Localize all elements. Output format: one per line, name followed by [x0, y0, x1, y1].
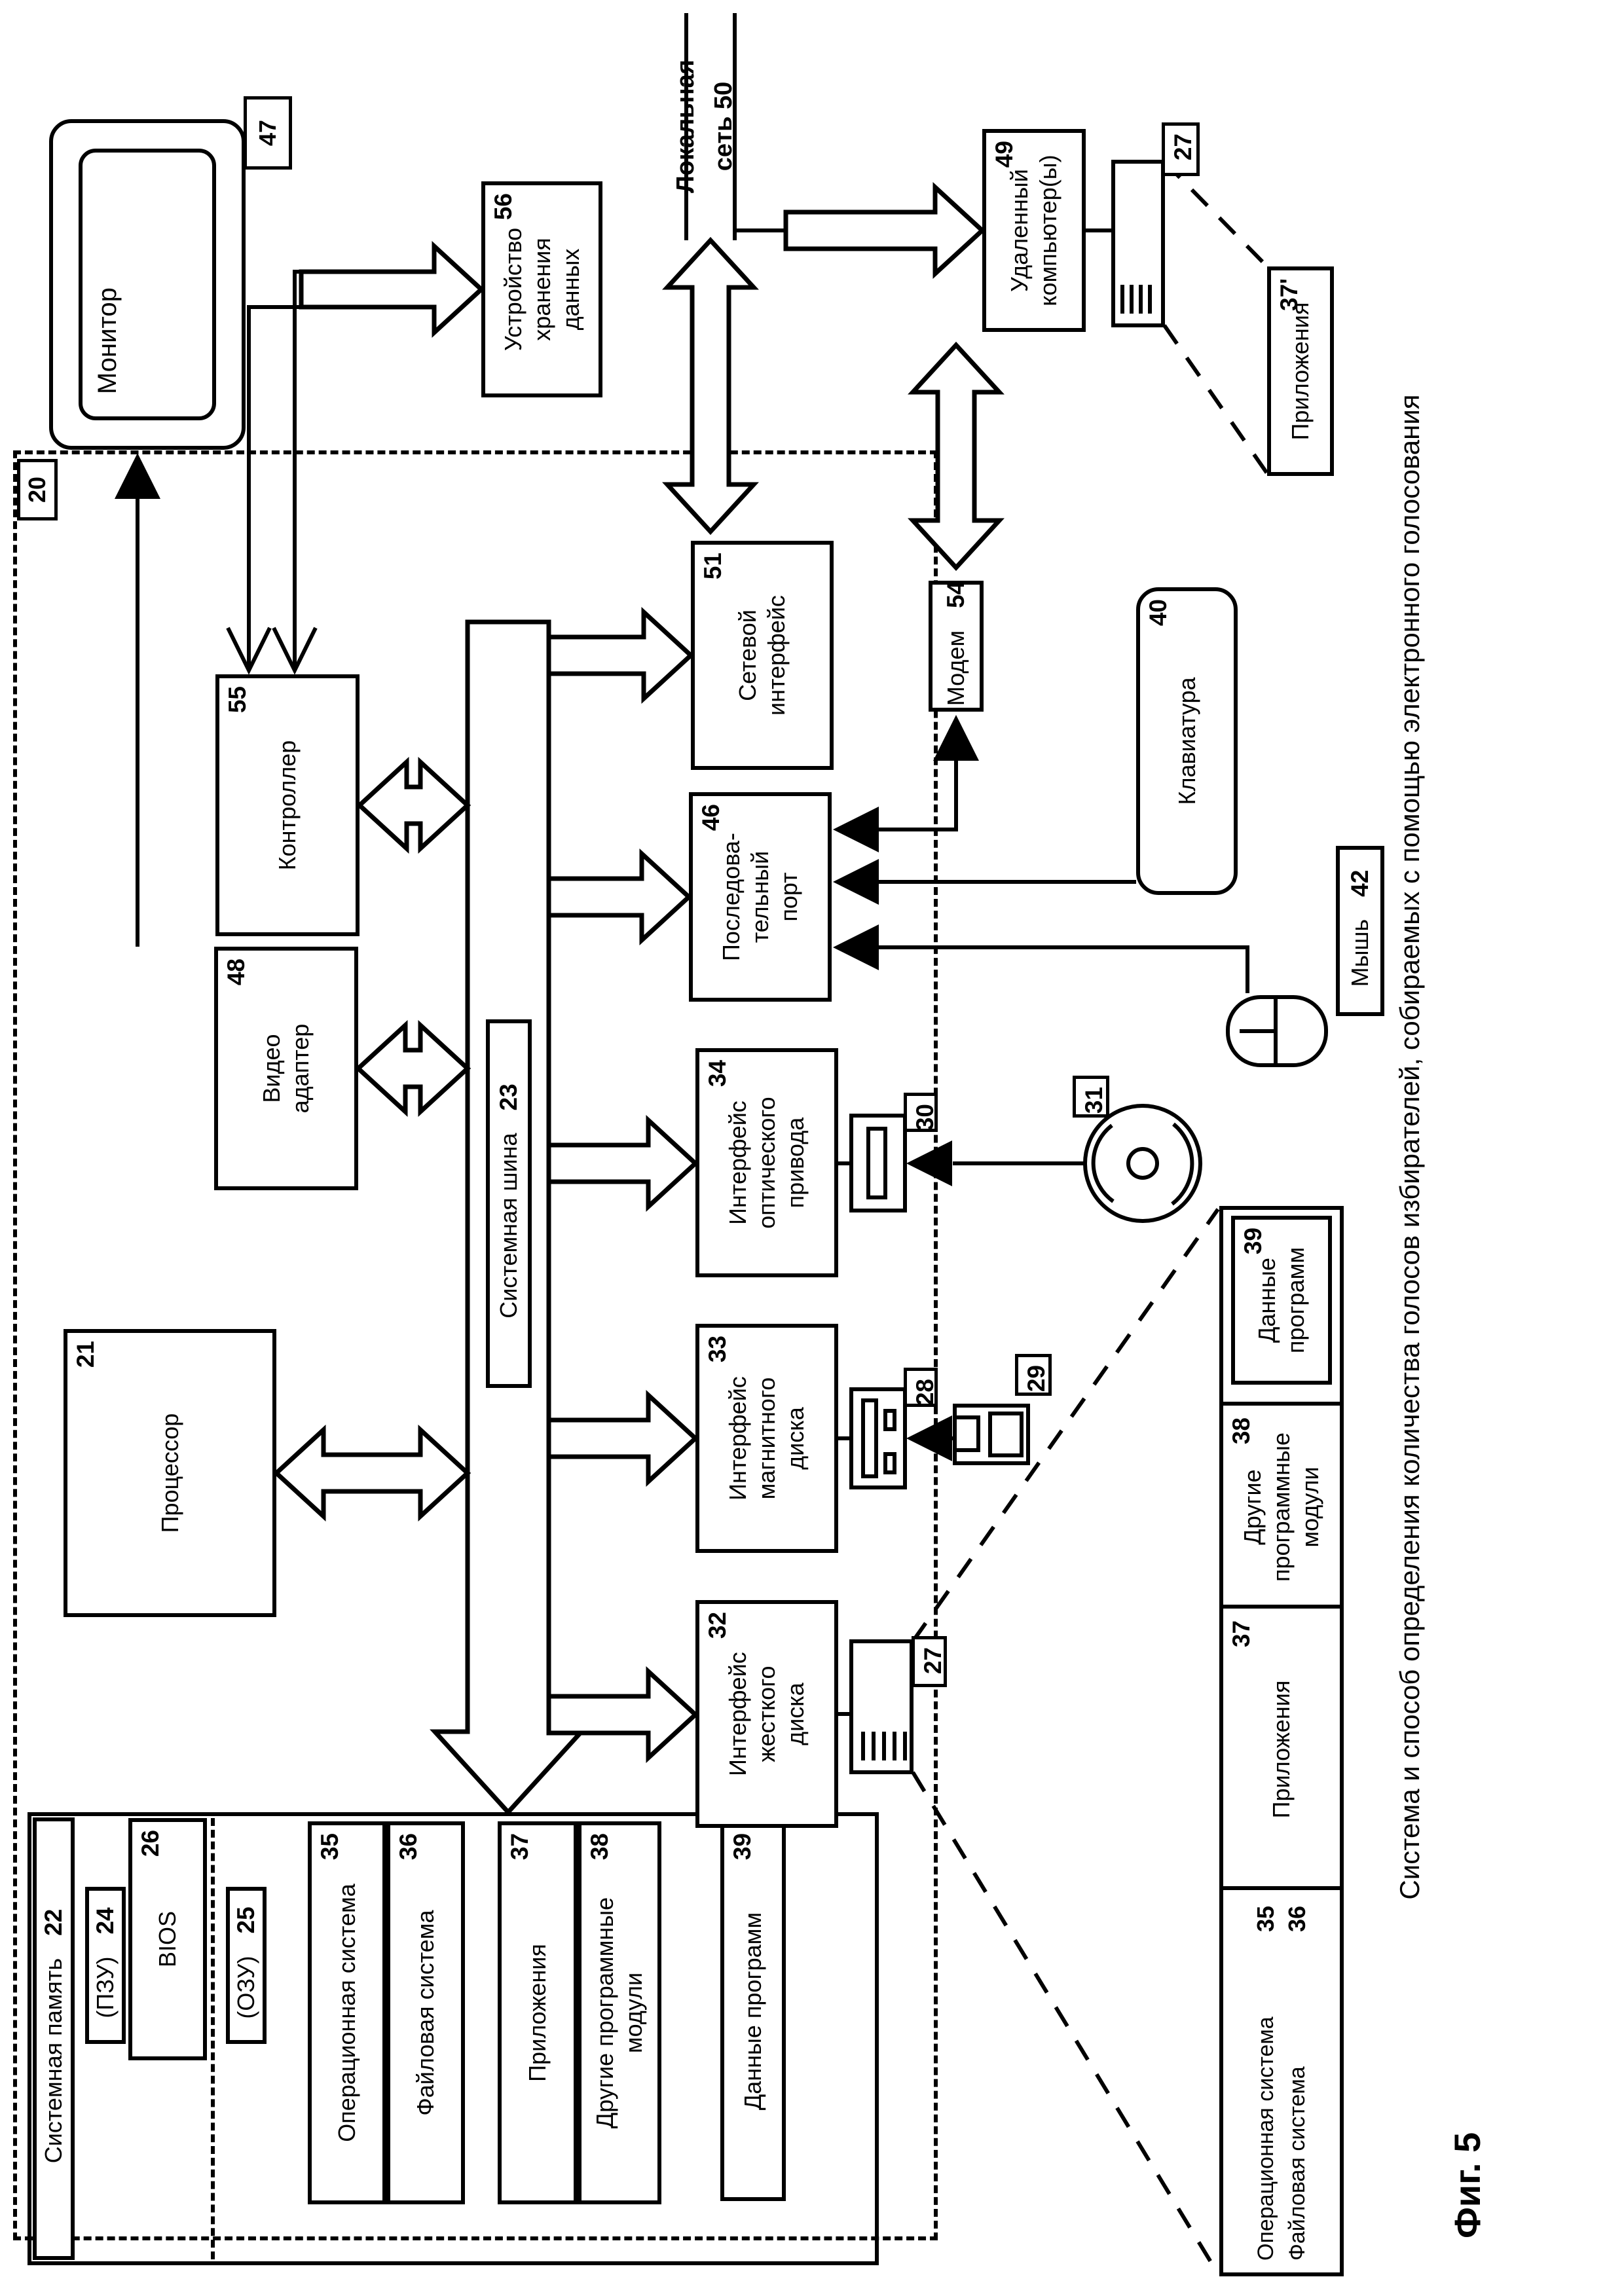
hdd-contents-os-fs-cell [1223, 1894, 1340, 2272]
ref-28-label-num: 28 [912, 1379, 938, 1406]
network-interface-box [691, 541, 834, 770]
hdd-fs-num: 36 [1283, 1906, 1310, 1933]
optical-interface-box-line-2: привода [782, 1117, 809, 1209]
patent-title-text: Система и способ определения количества голосов избирателей, собираемых с помощью электронного голосования [1394, 394, 1425, 1900]
ref-27-remote-label-num: 27 [1170, 134, 1196, 161]
hdd-icon [851, 1641, 912, 1772]
file-system-box-text: Файловая система [412, 1910, 439, 2116]
network-interface-box-line-1: интерфейс [763, 595, 790, 716]
ref-31-label [1073, 1076, 1109, 1118]
hdd-interface-box-line-0: Интерфейс [724, 1652, 751, 1776]
storage-device-box-line-1: хранения [528, 238, 555, 341]
serial-port-box-num: 46 [697, 804, 724, 831]
bios-box [128, 1818, 207, 2060]
floppy-drive-led [885, 1454, 895, 1472]
bus-net-arrow [549, 612, 691, 699]
keyboard-box-text: Клавиатура [1173, 677, 1200, 805]
magnetic-interface-box-num: 33 [704, 1336, 731, 1363]
hdd-modules-cell-num: 38 [1228, 1417, 1255, 1445]
file-system-box [386, 1821, 465, 2204]
program-modules-box-line-1: модули [620, 1972, 647, 2054]
hdd-contents-divider-3 [1219, 1402, 1344, 1406]
hdd-fs-row [1284, 1894, 1310, 2272]
net-lan-arrow [667, 240, 754, 532]
cd-disc-icon [1085, 1106, 1200, 1221]
applications-box [498, 1821, 578, 2204]
processor-box [64, 1329, 276, 1617]
lan-remote-arrow [786, 187, 982, 274]
memory-rom-ram-separator [211, 1818, 215, 2259]
ref-30-label-num: 30 [912, 1104, 938, 1131]
hdd-os-row [1253, 1894, 1279, 2272]
magnetic-interface-box-line-0: Интерфейс [724, 1376, 751, 1501]
hdd-os-label: Операционная система [1253, 2016, 1278, 2261]
keyboard-box-num: 40 [1145, 599, 1172, 627]
remote-applications-box-text: Приложения [1287, 302, 1314, 441]
remote-computer-box-line-0: Удаленный [1006, 169, 1033, 292]
os-box-text: Операционная система [333, 1884, 360, 2142]
ref-47-label [244, 96, 292, 170]
serial-port-box-line-2: порт [775, 872, 802, 922]
ref-30-label [904, 1093, 938, 1132]
hdd-applications-cell-text: Приложения [1268, 1680, 1295, 1819]
arrowhead-serial-3 [833, 924, 879, 970]
bus-cpu-arrow [276, 1430, 468, 1516]
lan-num: 50 [710, 81, 737, 109]
hdd-expansion-dashes [913, 1209, 1218, 2274]
bus-video-arrow [358, 1025, 468, 1112]
hdd-applications-cell [1223, 1613, 1340, 1886]
os-box [308, 1821, 386, 2204]
bus-magnetic-arrow [549, 1395, 695, 1482]
serial-port-box [689, 792, 832, 1002]
optical-interface-box-num: 34 [704, 1060, 731, 1087]
media-insert-lines [951, 1163, 1086, 1438]
optical-drive-slot [868, 1129, 885, 1197]
program-modules-box [578, 1821, 661, 2204]
program-data-box-num: 39 [729, 1833, 756, 1861]
program-data-box [720, 1821, 786, 2201]
program-modules-box-line-0: Другие программные [591, 1897, 618, 2129]
ram-label-num: 25 [232, 1906, 259, 1934]
controller-box-num: 55 [224, 686, 251, 714]
storage-device-box-line-2: данных [557, 248, 584, 331]
program-data-box-text: Данные программ [739, 1912, 766, 2111]
remote-computer-box-line-1: компьютер(ы) [1035, 155, 1061, 306]
hdd-program-data-box-num: 39 [1240, 1228, 1266, 1255]
applications-box-text: Приложения [524, 1944, 551, 2082]
processor-box-num: 21 [72, 1341, 99, 1368]
magnetic-interface-box [695, 1324, 838, 1553]
floppy-disk-label [990, 1413, 1022, 1455]
arrowhead-serial-2 [833, 859, 879, 905]
lan-label [667, 12, 743, 240]
mouse-buttons [1240, 997, 1276, 1065]
modem-box-num: 54 [942, 581, 969, 608]
bios-box-text: BIOS [154, 1910, 181, 1968]
hdd-modules-cell [1223, 1410, 1340, 1605]
monitor-label [93, 172, 122, 394]
patent-title [1393, 64, 1426, 2231]
controller-box [215, 674, 360, 936]
hdd-hatch [863, 1732, 905, 1760]
file-system-box-num: 36 [395, 1833, 422, 1861]
optical-interface-box-line-1: оптического [753, 1097, 780, 1229]
ref-29-label [1015, 1354, 1052, 1396]
optical-interface-box [695, 1048, 838, 1277]
remote-computer-box [982, 129, 1086, 332]
program-modules-box-num: 38 [586, 1833, 613, 1861]
serial-port-box-line-0: Последова- [718, 833, 745, 961]
system-bus-label-text: Системная шина [495, 1133, 522, 1319]
hdd-fs-label: Файловая система [1285, 2066, 1310, 2261]
keyboard-box [1136, 587, 1238, 895]
arrowhead-modem [933, 715, 979, 761]
system-memory-strip [33, 1817, 75, 2260]
system-memory-strip-num: 22 [40, 1908, 67, 1936]
hdd-interface-box-num: 32 [704, 1612, 731, 1639]
ref-28-label [904, 1368, 938, 1407]
hdd-contents-divider-1 [1219, 1886, 1344, 1890]
processor-box-text: Процессор [156, 1413, 183, 1533]
remote-applications-box [1267, 266, 1334, 476]
video-adapter-box [214, 947, 358, 1190]
system-bus-label [486, 1019, 532, 1388]
hdd-interface-box-line-1: жесткого [753, 1666, 780, 1762]
serial-mouse-line [876, 947, 1247, 993]
rom-label [85, 1887, 126, 2044]
figure-label-text: Фиг. 5 [1447, 2132, 1488, 2238]
open-arrowheads-controller [228, 628, 316, 670]
serial-modem-line [876, 761, 956, 829]
modem-box [929, 581, 984, 712]
ref-31-label-num: 31 [1080, 1087, 1107, 1114]
storage-device-box-num: 56 [490, 193, 517, 221]
hdd-interface-box [695, 1600, 838, 1828]
hdd-modules-cell-line-0: Другие программные [1239, 1432, 1295, 1582]
floppy-disk-shutter [955, 1417, 978, 1450]
video-adapter-box-line-1: адаптер [287, 1023, 314, 1114]
ref-27-label-num: 27 [919, 1647, 946, 1675]
bus-controller-arrow [360, 762, 468, 848]
rom-label-num: 24 [92, 1907, 119, 1935]
hdd-program-data-box-text: Данные программ [1253, 1247, 1309, 1354]
cd-disc-grooves [1094, 1124, 1192, 1204]
magnetic-interface-box-line-1: магнитного [753, 1377, 780, 1500]
ref-29-label-num: 29 [1023, 1365, 1050, 1393]
storage-arrow [301, 246, 481, 333]
network-interface-box-num: 51 [699, 553, 726, 580]
controller-box-text: Контроллер [274, 740, 301, 871]
video-adapter-box-num: 48 [223, 958, 249, 986]
remote-applications-box-num: 37' [1276, 278, 1302, 311]
floppy-drive-button [885, 1411, 895, 1429]
floppy-drive-slot [863, 1400, 876, 1476]
bus-optical-arrow [549, 1120, 695, 1207]
video-adapter-box-line-0: Видео [258, 1034, 285, 1103]
serial-port-box-line-1: тельный [747, 850, 773, 943]
arrowhead-floppy-insert [906, 1415, 952, 1461]
modem-remote-arrow [913, 345, 999, 568]
os-box-num: 35 [316, 1833, 343, 1861]
system-bus-label-num: 23 [495, 1084, 522, 1111]
hdd-program-data-box [1231, 1216, 1332, 1385]
rom-label-text: (ПЗУ) [92, 1956, 119, 2018]
ref-47-text: 47 [254, 119, 281, 147]
storage-device-box [481, 181, 602, 397]
network-interface-box-line-0: Сетевой [734, 610, 761, 701]
optical-interface-box-line-0: Интерфейс [724, 1101, 751, 1225]
arrowhead-serial-1 [833, 807, 879, 852]
hdd-modules-cell-line-1: модули [1297, 1467, 1323, 1548]
remote-computer-box-num: 49 [991, 141, 1018, 168]
mouse-label-num: 42 [1346, 869, 1373, 897]
applications-box-num: 37 [506, 1833, 533, 1861]
lan-line1: Локальная [672, 60, 699, 193]
ref-27-remote-label [1162, 122, 1200, 176]
mouse-label-text: Мышь [1346, 919, 1373, 987]
hdd-applications-cell-num: 37 [1228, 1620, 1255, 1648]
cd-disc-hole [1128, 1149, 1157, 1178]
system-memory-strip-text: Системная память [40, 1958, 67, 2164]
arrowhead-monitor [115, 453, 160, 499]
modem-box-text: Модем [942, 630, 969, 706]
remote-hdd-hatch [1122, 285, 1150, 314]
arrowhead-cd-insert [906, 1140, 952, 1186]
hdd-os-num: 35 [1252, 1906, 1279, 1933]
hdd-interface-box-line-2: диска [782, 1683, 809, 1745]
hdd-contents-divider-2 [1219, 1605, 1344, 1609]
ram-label-text: (ОЗУ) [232, 1956, 259, 2019]
ram-label [226, 1887, 267, 2044]
ref-20-text: 20 [24, 476, 50, 503]
figure-label [1446, 2132, 1488, 2238]
storage-device-box-line-0: Устройство [499, 227, 526, 352]
remote-hdd-expansion-dashes [1164, 162, 1267, 473]
mouse-label [1336, 846, 1384, 1016]
controller-to-storage-lines [249, 272, 301, 671]
bus-serial-arrow [549, 854, 689, 940]
monitor-text: Монитор [93, 287, 122, 394]
magnetic-interface-box-line-2: диска [782, 1407, 809, 1470]
bios-box-num: 26 [137, 1830, 164, 1857]
lan-line2: сеть [710, 116, 737, 172]
ref-27-label [912, 1636, 947, 1687]
